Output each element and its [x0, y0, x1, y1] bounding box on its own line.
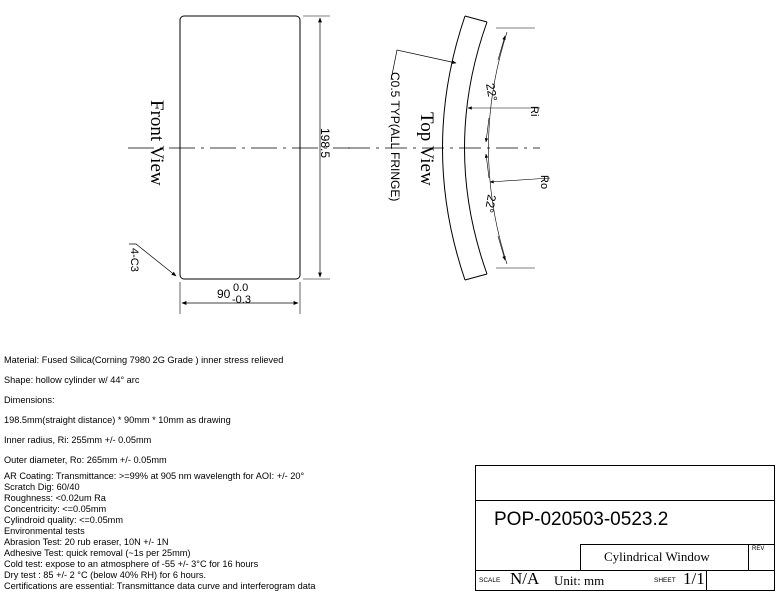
note-scratch-dig: Scratch Dig: 60/40: [4, 482, 80, 492]
angle-arrow-top: [498, 36, 505, 60]
title-block-divider-2: [580, 544, 774, 545]
angle-arrow-bottom: [498, 236, 505, 260]
front-view: [128, 16, 350, 314]
scale-label: SCALE: [479, 577, 501, 584]
drawing-number: POP-020503-0523.2: [494, 509, 669, 530]
note-outer-diameter: Outer diameter, Ro: 265mm +/- 0.05mm: [4, 455, 167, 465]
width-dimension-text: 90: [217, 287, 231, 301]
width-tolerance-upper: 0.0: [233, 282, 249, 294]
unit-text: Unit: mm: [554, 573, 605, 588]
note-shape: Shape: hollow cylinder w/ 44° arc: [4, 375, 140, 385]
width-tolerance-lower: -0.3: [232, 294, 251, 306]
top-view-label: Top View: [416, 112, 437, 186]
sheet-value: 1/1: [683, 569, 705, 588]
front-view-outline: [180, 16, 300, 279]
note-inner-radius: Inner radius, Ri: 255mm +/- 0.05mm: [4, 435, 152, 445]
note-concentricity: Concentricity: <=0.05mm: [4, 504, 107, 514]
angle-lower-text: 22°: [481, 193, 499, 214]
angle-upper-text: 22°: [483, 82, 500, 103]
height-dimension-text: 198.5: [318, 128, 332, 159]
outer-radius-label: Ro: [538, 175, 550, 190]
drawing-title: Cylindrical Window: [604, 549, 710, 564]
front-view-label: Front View: [146, 100, 167, 186]
title-block-vertical-3: [706, 570, 707, 590]
title-block-vertical-1: [580, 544, 581, 570]
note-ar-coating: AR Coating: Transmittance: >=99% at 905 nm wavelength for AOI: +/- 20°: [4, 471, 305, 481]
note-cold-test: Cold test: expose to an atmosphere of -55 +/- 3°C for 16 hours: [4, 559, 259, 569]
arc-end-top: [465, 16, 487, 22]
note-roughness: Roughness: <0.02um Ra: [4, 493, 106, 503]
chamfer-edge-label: C0.5 TYP(ALL FRINGE): [388, 72, 402, 202]
chamfer-corner-label: 4-C3: [128, 248, 140, 272]
note-material: Material: Fused Silica(Corning 7980 2G Grade ) inner stress relieved: [4, 355, 284, 365]
sheet-label: SHEET: [654, 577, 676, 584]
scale-value: N/A: [510, 569, 540, 588]
inner-radius-label: Ri: [528, 106, 540, 117]
arc-end-bottom: [465, 274, 487, 280]
rev-label: REV: [752, 546, 765, 552]
note-abrasion-test: Abrasion Test: 20 rub eraser, 10N +/- 1N: [4, 537, 169, 547]
note-dry-test: Dry test : 85 +/- 2 °C (below 40% RH) for 6 hours.: [4, 570, 207, 580]
note-dimensions-size: 198.5mm(straight distance) * 90mm * 10mm as drawing: [4, 415, 231, 425]
note-dimensions-heading: Dimensions:: [4, 395, 55, 405]
title-block-divider-1: [475, 500, 774, 501]
note-adhesive-test: Adhesive Test: quick removal (~1s per 25mm): [4, 548, 191, 558]
note-environmental-heading: Environmental tests: [4, 526, 85, 536]
title-block-vertical-2: [748, 544, 749, 570]
note-cylindroid: Cylindroid quality: <=0.05mm: [4, 515, 123, 525]
top-view: [348, 16, 550, 280]
note-certifications: Certifications are essential: Transmittance data curve and interferogram data: [4, 581, 316, 591]
